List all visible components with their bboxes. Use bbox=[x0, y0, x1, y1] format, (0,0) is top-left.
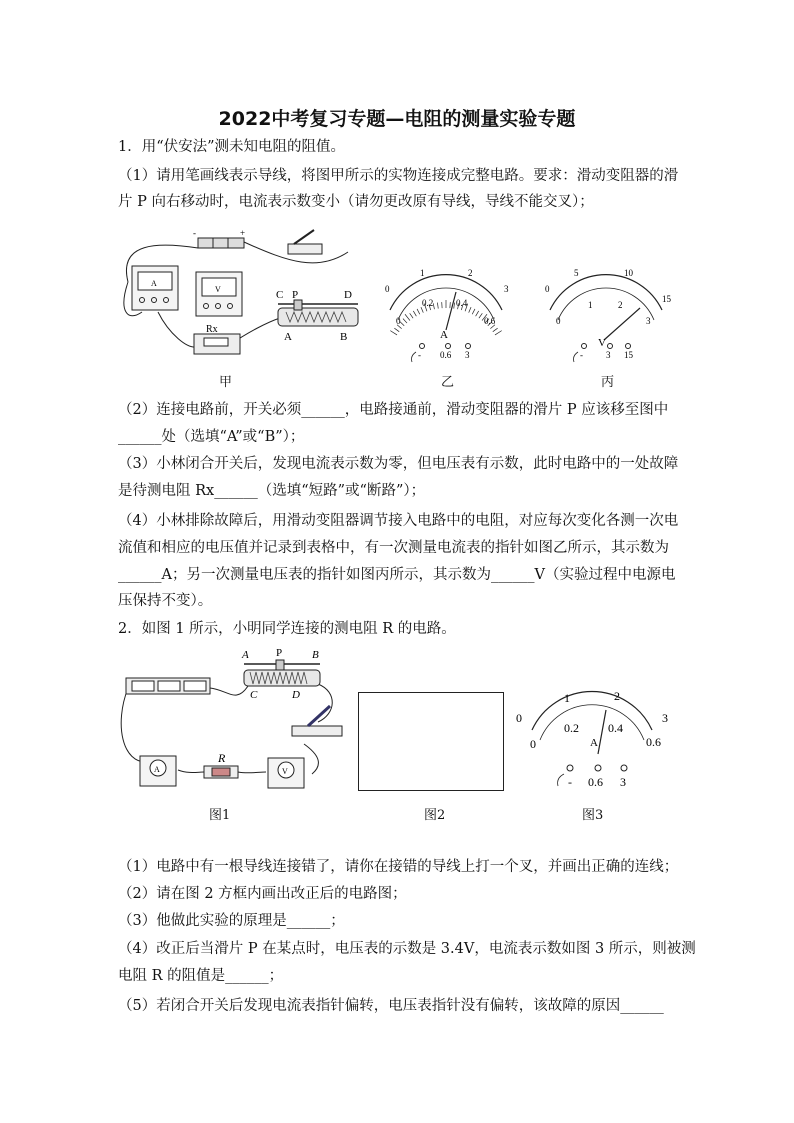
q2-part5: （5）若闭合开关后发现电流表指针偏转，电压表指针没有偏转，该故障的原因______ bbox=[118, 998, 664, 1014]
dial-tick bbox=[410, 313, 413, 318]
dial-tick bbox=[437, 303, 438, 309]
figure-bing-voltmeter-dial bbox=[532, 262, 680, 372]
dial-yi-term-1: 0.6 bbox=[440, 350, 452, 360]
dial-bing-term-0: - bbox=[580, 350, 583, 360]
figure-3-ammeter-dial bbox=[510, 686, 676, 798]
ammeter-label: A bbox=[154, 765, 160, 774]
dial-tick bbox=[417, 309, 420, 314]
q1-part4-line1: （4）小林排除故障后，用滑动变阻器调节接入电路中的电阻，对应每次变化各测一次电 bbox=[118, 513, 679, 529]
dial-yi-bot-2: 0.4 bbox=[456, 298, 468, 308]
q2-part4-line2: 电阻 R 的阻值是______； bbox=[118, 968, 284, 984]
dial-tick bbox=[493, 328, 498, 332]
dial-yi-top-2: 2 bbox=[468, 268, 473, 278]
q1-part2-line1: （2）连接电路前，开关必须______，电路接通前，滑动变阻器的滑片 P 应该移至图中 bbox=[118, 402, 669, 418]
caption-fig1: 图1 bbox=[209, 808, 231, 823]
dial-bing-top-2: 10 bbox=[624, 268, 633, 278]
q1-part3-line2: 是待测电阻 Rx______（选填“短路”或“断路”）； bbox=[118, 483, 426, 499]
caption-fig3: 图3 bbox=[582, 808, 604, 823]
q1-part4-line3: ______A；另一次测量电压表的指针如图丙所示，其示数为______V（实验过程中电源电 bbox=[118, 567, 676, 583]
dial-bing-top-1: 5 bbox=[574, 268, 579, 278]
caption-fig2: 图2 bbox=[424, 808, 446, 823]
voltmeter-label: V bbox=[215, 285, 221, 294]
caption-bing: 丙 bbox=[601, 375, 615, 390]
battery-plus: + bbox=[240, 228, 246, 238]
voltmeter-needle bbox=[604, 308, 640, 340]
switch bbox=[292, 726, 342, 736]
q1-part4-line4: 压保持不变）。 bbox=[118, 593, 213, 609]
rheostat-d-label: D bbox=[344, 289, 352, 301]
dial-tick bbox=[479, 313, 482, 318]
figure-yi-ammeter-dial bbox=[372, 262, 520, 372]
page-title: 2022中考复习专题—电阻的测量实验专题 bbox=[218, 108, 576, 130]
dial-tick bbox=[403, 319, 407, 323]
dial-3-bot-2: 0.4 bbox=[608, 721, 623, 735]
rheostat-c-label: C bbox=[276, 289, 284, 301]
switch bbox=[288, 244, 322, 254]
q1-part2-line2: ______处（选填“A”或“B”）； bbox=[118, 429, 305, 445]
rx-label: Rx bbox=[206, 324, 218, 335]
rheostat-c-label: C bbox=[250, 689, 258, 701]
dial-tick bbox=[394, 328, 399, 332]
dial-yi-top-1: 1 bbox=[420, 268, 425, 278]
dial-yi-bot-0: 0 bbox=[396, 316, 401, 326]
rheostat bbox=[278, 308, 358, 326]
q1-part1-line2: 片 P 向右移动时，电流表示数变小（请勿更改原有导线，导线不能交叉）； bbox=[118, 194, 594, 210]
dial-3-bot-3: 0.6 bbox=[646, 735, 661, 749]
dial-tick bbox=[472, 309, 475, 314]
battery bbox=[198, 238, 244, 248]
dial-3-top-1: 1 bbox=[564, 691, 570, 705]
ammeter-label: A bbox=[151, 279, 157, 288]
rheostat bbox=[244, 670, 320, 686]
dial-3-top-0: 0 bbox=[516, 711, 522, 725]
dial-3-top-3: 3 bbox=[662, 711, 668, 725]
dial-3-term-0: - bbox=[568, 775, 572, 789]
dial-tick bbox=[433, 303, 434, 309]
dial-yi-top-3: 3 bbox=[504, 284, 509, 294]
dial-3-term-2: 3 bbox=[620, 775, 626, 789]
dial-3-bot-1: 0.2 bbox=[564, 721, 579, 735]
figure-2-answer-box[interactable] bbox=[358, 692, 504, 791]
dial-3-term-1: 0.6 bbox=[588, 775, 603, 789]
dial-bing-term-2: 15 bbox=[624, 350, 633, 360]
q2-part2: （2）请在图 2 方框内画出改正后的电路图； bbox=[118, 886, 407, 902]
dial-bing-bot-3: 3 bbox=[646, 316, 651, 326]
battery-minus: - bbox=[193, 228, 196, 238]
q1-part4-line2: 流值和相应的电压值并记录到表格中，有一次测量电流表的指针如图乙所示，其示数为 bbox=[118, 540, 669, 556]
dial-yi-a-label: A bbox=[440, 329, 448, 341]
rheostat-a-label: A bbox=[242, 649, 249, 661]
q1-stem: 1．用“伏安法”测未知电阻的阻值。 bbox=[118, 139, 346, 155]
dial-tick bbox=[405, 314, 410, 320]
rheostat-p-label: P bbox=[292, 289, 299, 301]
dial-bing-bot-1: 1 bbox=[588, 300, 593, 310]
dial-bing-bot-2: 2 bbox=[618, 300, 623, 310]
dial-yi-term-2: 3 bbox=[465, 350, 470, 360]
dial-3-a-label: A bbox=[590, 737, 598, 749]
q2-part4-line1: （4）改正后当滑片 P 在某点时，电压表的示数是 3.4V，电流表示数如图 3 所示，则被测 bbox=[118, 941, 696, 957]
caption-jia: 甲 bbox=[219, 375, 233, 390]
q2-stem: 2．如图 1 所示，小明同学连接的测电阻 R 的电路。 bbox=[118, 621, 456, 637]
dial-tick bbox=[495, 331, 502, 335]
dial-yi-term-0: - bbox=[418, 350, 421, 360]
dial-bing-term-1: 3 bbox=[606, 350, 611, 360]
rheostat-p-label: P bbox=[276, 647, 283, 659]
figure-1-circuit bbox=[118, 644, 348, 796]
dial-bing-top-0: 0 bbox=[545, 284, 550, 294]
rheostat-d-label: D bbox=[292, 689, 300, 701]
rheostat-b-label: B bbox=[340, 331, 348, 343]
q1-part3-line1: （3）小林闭合开关后，发现电流表示数为零，但电压表有示数，此时电路中的一处故障 bbox=[118, 456, 679, 472]
q1-part1-line1: （1）请用笔画线表示导线，将图甲所示的实物连接成完整电路。要求：滑动变阻器的滑 bbox=[118, 168, 679, 184]
dial-yi-bot-1: 0.2 bbox=[422, 298, 434, 308]
rheostat-b-label: B bbox=[312, 649, 319, 661]
dial-3-bot-0: 0 bbox=[530, 737, 536, 751]
ammeter-needle bbox=[598, 710, 606, 754]
dial-3-top-2: 2 bbox=[614, 689, 620, 703]
dial-bing-bot-0: 0 bbox=[556, 316, 561, 326]
voltmeter-label: V bbox=[282, 767, 288, 776]
dial-bing-v-label: V bbox=[598, 337, 606, 349]
dial-bing-top-3: 15 bbox=[662, 294, 671, 304]
dial-tick bbox=[469, 307, 471, 313]
dial-yi-top-0: 0 bbox=[385, 284, 390, 294]
dial-tick bbox=[476, 311, 479, 316]
dial-yi-bot-3: 0.6 bbox=[484, 316, 496, 326]
rheostat-a-label: A bbox=[284, 331, 292, 343]
dial-tick bbox=[413, 311, 416, 316]
figure-jia-circuit bbox=[118, 222, 372, 370]
ammeter-needle bbox=[446, 292, 456, 330]
dial-tick bbox=[454, 303, 455, 309]
resistor-r-label: R bbox=[218, 751, 226, 765]
q2-part3: （3）他做此实验的原理是______； bbox=[118, 913, 345, 929]
dial-tick bbox=[390, 331, 397, 335]
dial-tick bbox=[400, 322, 404, 326]
caption-yi: 乙 bbox=[441, 375, 455, 390]
q2-part1: （1）电路中有一根导线连接错了，请你在接错的导线上打一个叉，并画出正确的连线； bbox=[118, 859, 679, 875]
